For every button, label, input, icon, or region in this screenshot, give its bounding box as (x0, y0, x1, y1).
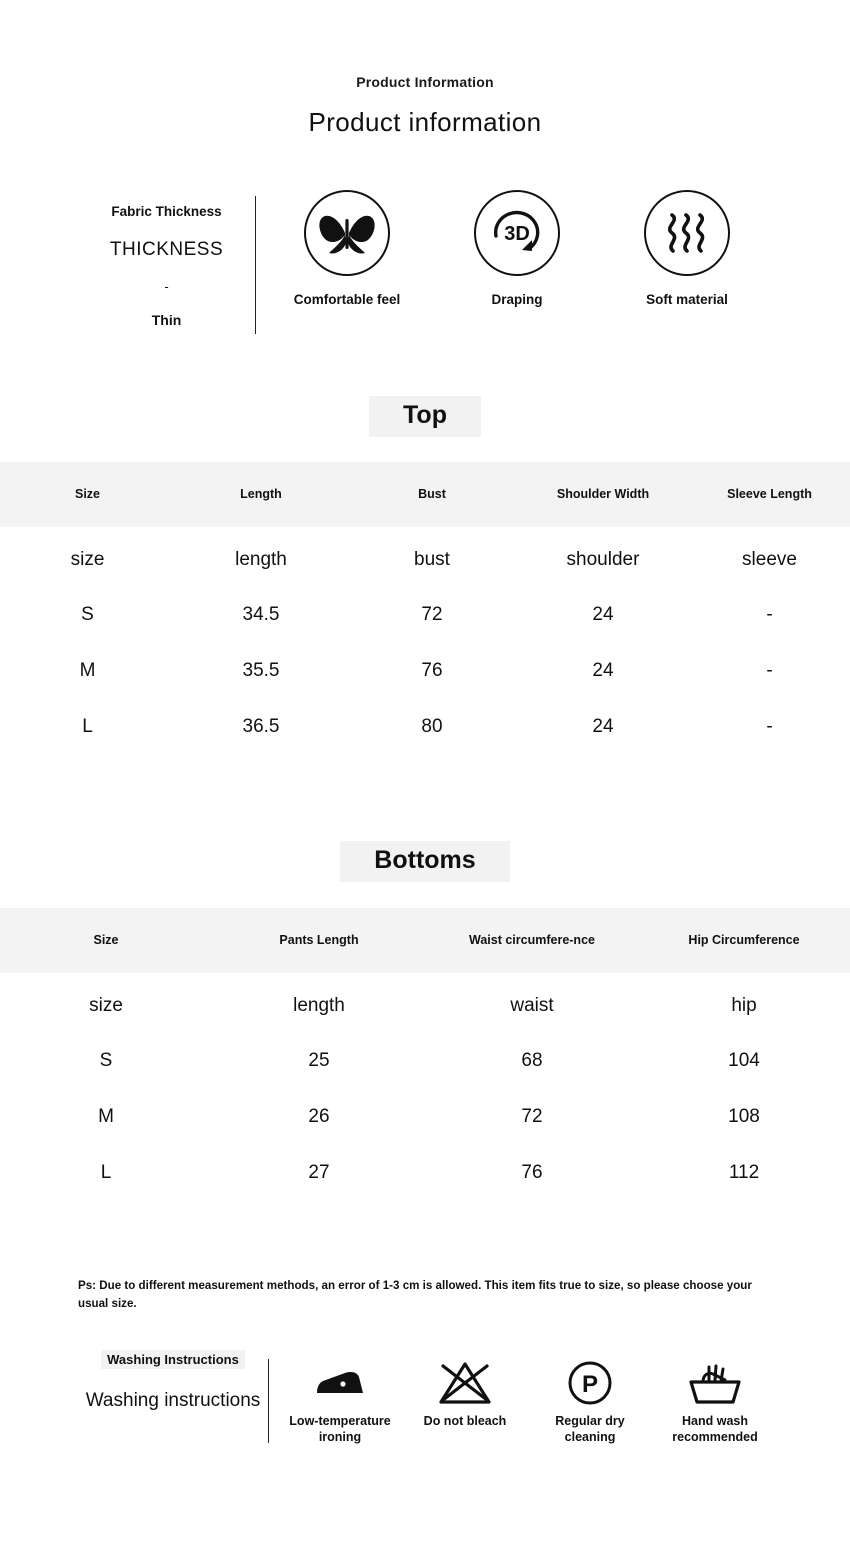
cell: S (0, 1033, 212, 1089)
cell: S (0, 587, 175, 643)
washing-caption: Hand wash recommended (672, 1413, 758, 1444)
cell: - (689, 643, 850, 699)
column-header: Size (74, 487, 100, 501)
cell: L (0, 699, 175, 755)
table-row (0, 699, 850, 755)
fabric-thickness-label: Fabric Thickness (111, 204, 222, 219)
table-row (0, 643, 850, 699)
cell: 108 (638, 1089, 850, 1145)
table-row (0, 1033, 850, 1089)
washing-heading-block (78, 1345, 268, 1414)
cell: 72 (426, 1089, 638, 1145)
cell: hip (638, 973, 850, 1033)
washing-item-no-bleach (404, 1357, 526, 1446)
washing-item-ironing (279, 1357, 401, 1446)
table-row (0, 1089, 850, 1145)
cell: shoulder (517, 527, 689, 587)
cell: 112 (638, 1145, 850, 1201)
column-header: Size (93, 932, 119, 947)
cell: 27 (212, 1145, 426, 1201)
cell: M (0, 1089, 212, 1145)
cell: length (212, 973, 426, 1033)
column-header: Bust (418, 487, 446, 501)
feature-caption: Draping (491, 292, 543, 307)
bottoms-section-title: Bottoms (340, 841, 509, 882)
cell: bust (347, 527, 517, 587)
cell: 24 (517, 643, 689, 699)
cell: 80 (347, 699, 517, 755)
feature-item-draping (432, 190, 602, 307)
table-row (0, 1145, 850, 1201)
washing-item-hand-wash (654, 1357, 776, 1446)
fabric-thickness-dash: - (164, 279, 169, 294)
feature-item-soft-material (602, 190, 772, 307)
page-title: Product information (308, 107, 542, 137)
cell: 36.5 (175, 699, 347, 755)
waves-icon (644, 190, 730, 276)
column-header: Shoulder Width (556, 487, 650, 501)
page-eyebrow: Product Information (356, 74, 494, 90)
feature-item-comfortable-feel (262, 190, 432, 307)
table-row (0, 973, 850, 1033)
cell: 26 (212, 1089, 426, 1145)
washing-icons-list (279, 1345, 776, 1446)
cell: - (689, 587, 850, 643)
cell: 76 (426, 1145, 638, 1201)
cell: 25 (212, 1033, 426, 1089)
cell: waist (426, 973, 638, 1033)
column-header: Pants Length (279, 932, 359, 947)
column-header: Sleeve Length (727, 487, 812, 501)
table-row (0, 587, 850, 643)
butterfly-icon (304, 190, 390, 276)
feature-caption: Soft material (646, 292, 728, 307)
iron-icon (279, 1357, 401, 1409)
svg-text:3D: 3D (504, 223, 530, 245)
dry-clean-p-icon (529, 1357, 651, 1409)
washing-caption: Regular dry cleaning (555, 1413, 625, 1444)
top-size-table (0, 462, 850, 755)
cell: 68 (426, 1033, 638, 1089)
cell: size (0, 973, 212, 1033)
vertical-divider (255, 196, 256, 334)
column-header: Hip Circumference (688, 932, 800, 947)
table-header-row (0, 908, 850, 973)
top-section-title-wrap (0, 396, 850, 437)
measurement-note: Ps: Due to different measurement methods, an error of 1-3 cm is allowed. This item fits true to size, so please choose your usual size. (78, 1278, 752, 1310)
bottoms-section-title-wrap (0, 841, 850, 882)
washing-caption: Do not bleach (423, 1413, 507, 1428)
fabric-thickness-caps: THICKNESS (109, 239, 224, 260)
svg-text:P: P (581, 1370, 599, 1398)
cell: - (689, 699, 850, 755)
washing-caption: Low-temperature ironing (289, 1413, 391, 1444)
washing-item-dry-cleaning (529, 1357, 651, 1446)
feature-icons-list (262, 190, 772, 307)
cell: 34.5 (175, 587, 347, 643)
fabric-thickness-block (78, 190, 255, 328)
washing-instructions-title: Washing instructions (85, 1389, 261, 1411)
column-header: Waist circumfere-nce (469, 932, 595, 947)
cell: 35.5 (175, 643, 347, 699)
cell: 104 (638, 1033, 850, 1089)
table-header-row (0, 462, 850, 527)
column-header: Length (240, 487, 282, 501)
table-row (0, 527, 850, 587)
cell: length (175, 527, 347, 587)
cell: sleeve (689, 527, 850, 587)
cell: 24 (517, 699, 689, 755)
hand-wash-icon (654, 1357, 776, 1409)
cell: M (0, 643, 175, 699)
cell: 72 (347, 587, 517, 643)
washing-vertical-divider (268, 1359, 269, 1443)
3d-rotate-icon (474, 190, 560, 276)
features-section (0, 190, 850, 334)
cell: 76 (347, 643, 517, 699)
fabric-thickness-value: Thin (151, 312, 182, 328)
feature-caption: Comfortable feel (293, 292, 401, 307)
cell: L (0, 1145, 212, 1201)
bottoms-size-table (0, 908, 850, 1201)
no-bleach-icon (404, 1357, 526, 1409)
washing-section (0, 1345, 850, 1446)
cell: size (0, 527, 175, 587)
washing-instructions-label: Washing Instructions (101, 1350, 245, 1369)
top-section-title: Top (369, 396, 481, 437)
cell: 24 (517, 587, 689, 643)
